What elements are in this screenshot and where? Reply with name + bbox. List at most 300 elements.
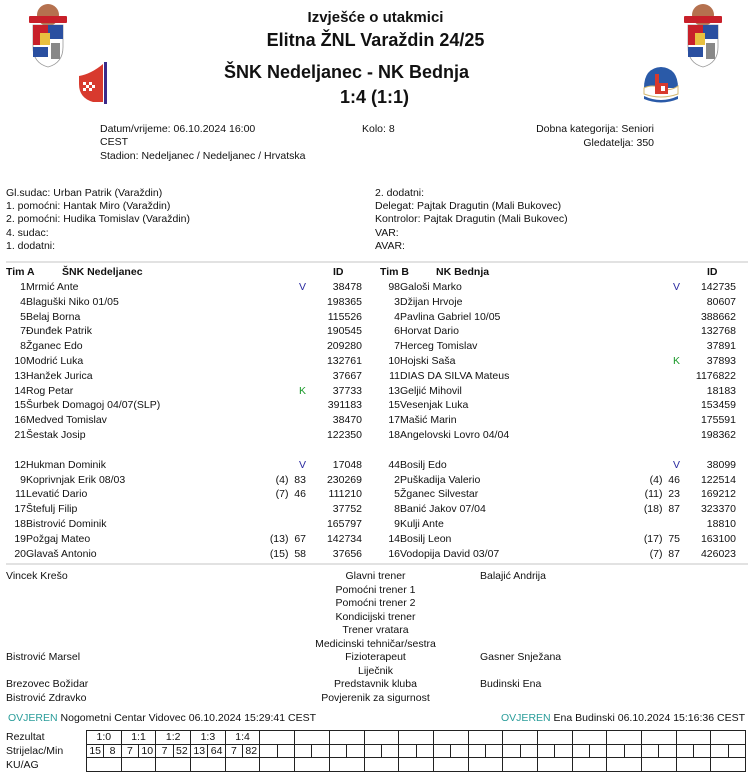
result-cell [329, 731, 364, 745]
player-id: 190545 [326, 325, 362, 338]
player-name: Medved Tomislav [26, 414, 107, 427]
match-datetime: Datum/vrijeme: 06.10.2024 16:00 [100, 123, 256, 135]
starter-row [6, 429, 376, 444]
shirt-number: 19 [14, 532, 26, 545]
shirt-number: 4 [20, 295, 26, 308]
scorer-number-cell [711, 744, 728, 758]
player-id: 132761 [326, 354, 362, 367]
ku-ag-cell [537, 758, 572, 772]
verification-text: Ena Budinski 06.10.2024 15:16:36 CEST [553, 712, 745, 724]
shirt-number: 6 [394, 325, 400, 338]
starter-row [6, 414, 376, 429]
player-name: Puškadija Valerio [400, 473, 481, 486]
goal-minute-cell [347, 744, 364, 758]
shirt-number: 9 [394, 517, 400, 530]
shirt-number: 5 [20, 310, 26, 323]
scorer-number-cell [607, 744, 624, 758]
player-name: Vodopija David 03/07 [400, 547, 500, 560]
official-line: 4. sudac: [6, 227, 49, 239]
goal-minute-cell: 82 [243, 744, 260, 758]
player-name: Šurbek Domagoj 04/07(SLP) [26, 399, 161, 412]
roster-spacer [6, 444, 376, 459]
scorer-number-cell [295, 744, 312, 758]
substitution-info: (13) 67 [269, 532, 306, 545]
away-verification [501, 712, 745, 724]
shirt-number: 2 [394, 473, 400, 486]
substitute-row [380, 533, 750, 548]
goal-minute-cell [451, 744, 468, 758]
scorer-number-cell [433, 744, 450, 758]
starter-row [6, 296, 376, 311]
starter-row [380, 429, 750, 444]
captain-marker: K [299, 384, 307, 397]
player-id: 38478 [332, 281, 362, 293]
player-id: 198362 [700, 428, 736, 441]
substitution-info: (15) 58 [269, 547, 306, 560]
shirt-number: 18 [14, 517, 26, 530]
official-line: 2. dodatni: [375, 187, 425, 199]
substitute-row [380, 488, 750, 503]
shirt-number: 14 [388, 532, 400, 545]
player-name: Bosilj Edo [400, 458, 447, 471]
ku-ag-cell [711, 758, 746, 772]
shirt-number: 7 [20, 325, 26, 338]
away-staff-name: Budinski Ena [480, 678, 542, 690]
goal-minute-cell [659, 744, 676, 758]
result-cell: 1:2 [156, 731, 191, 745]
staff-role: Liječnik [357, 665, 394, 677]
result-cell [711, 731, 746, 745]
substitute-row [6, 533, 376, 548]
player-id: 175591 [700, 414, 736, 427]
starter-row [380, 325, 750, 340]
result-cell [572, 731, 607, 745]
starter-row [380, 296, 750, 311]
player-name: Hukman Dominik [26, 458, 106, 471]
scorer-number-cell: 15 [87, 744, 104, 758]
player-name: Mrmić Ante [26, 281, 79, 293]
player-id: 37891 [706, 340, 736, 353]
shirt-number: 1 [20, 281, 26, 293]
player-id: 165797 [326, 517, 362, 530]
match-score: 1:4 (1:1) [340, 87, 410, 107]
goal-minute-cell [694, 744, 711, 758]
player-name: Belaj Borna [26, 310, 81, 323]
substitute-row [380, 518, 750, 533]
home-staff-name: Vincek Krešo [6, 570, 68, 582]
match-timezone: CEST [100, 136, 129, 148]
team-b-roster [380, 266, 750, 562]
goal-minute-cell: 52 [173, 744, 190, 758]
substitution-info: (7) 46 [275, 488, 306, 501]
substitute-row [380, 548, 750, 563]
competition-title: Elitna ŽNL Varaždin 24/25 [266, 30, 485, 50]
staff-role: Medicinski tehničar/sestra [315, 638, 436, 650]
result-cell: 1:0 [87, 731, 122, 745]
starter-row [380, 370, 750, 385]
shirt-number: 8 [394, 503, 400, 516]
player-id: 153459 [700, 399, 736, 412]
shirt-number: 16 [14, 414, 26, 427]
starter-row [6, 385, 376, 400]
player-id: 323370 [700, 503, 736, 516]
player-id: 122350 [326, 428, 362, 441]
player-id: 37752 [332, 503, 362, 516]
official-line: AVAR: [375, 240, 405, 252]
starter-row [380, 340, 750, 355]
official-line: Delegat: Pajtak Dragutin (Mali Bukovec) [375, 200, 562, 212]
player-name: Koprivnjak Erik 08/03 [26, 473, 126, 486]
player-name: Blaguški Niko 01/05 [26, 295, 119, 308]
scorer-number-cell [503, 744, 520, 758]
scorer-number-cell: 13 [191, 744, 208, 758]
ku-ag-cell [676, 758, 711, 772]
shirt-number: 5 [394, 488, 400, 501]
away-staff-name: Balajić Andrija [480, 570, 546, 582]
ku-ag-cell [572, 758, 607, 772]
spectators: Gledatelja: 350 [583, 137, 654, 149]
nk-bednja-crest [640, 64, 682, 104]
substitution-info: (18) 87 [643, 503, 680, 516]
substitution-info: (11) 23 [644, 488, 680, 501]
player-name: Požgaj Mateo [26, 532, 91, 545]
goal-minute-cell [277, 744, 294, 758]
team-label: Tim A [6, 266, 35, 278]
player-id: 17048 [332, 458, 362, 471]
shirt-number: 11 [389, 369, 400, 382]
player-id: 122514 [700, 473, 736, 486]
staff-role: Povjerenik za sigurnost [321, 692, 430, 704]
result-cell [503, 731, 538, 745]
starter-row [380, 281, 750, 296]
player-id: 38470 [332, 414, 362, 427]
result-cell: 1:3 [191, 731, 226, 745]
scorer-number-cell [329, 744, 346, 758]
player-id: 142735 [700, 281, 736, 293]
player-name: Herceg Tomislav [400, 340, 478, 353]
goal-minute-cell: 10 [139, 744, 156, 758]
player-id: 142734 [326, 532, 362, 545]
goal-minute-cell [728, 744, 745, 758]
player-id: 80607 [706, 295, 736, 308]
ku-ag-cell [433, 758, 468, 772]
official-line: VAR: [375, 227, 399, 239]
verified-status: OVJEREN [8, 712, 58, 724]
team-a-roster [6, 266, 376, 562]
shirt-number: 10 [14, 354, 26, 367]
report-title: Izvješće o utakmici [307, 9, 444, 26]
shirt-number: 8 [20, 340, 26, 353]
divider [6, 261, 748, 263]
scorer-number-cell [642, 744, 659, 758]
shirt-number: 13 [388, 384, 400, 397]
home-staff-name: Brezovec Božidar [6, 678, 89, 690]
goal-minute-cell [520, 744, 537, 758]
substitution-info: (7) 87 [649, 547, 680, 560]
staff-role: Pomoćni trener 1 [335, 584, 416, 596]
shirt-number: 15 [388, 399, 400, 412]
starter-row [6, 325, 376, 340]
ku-ag-cell [364, 758, 399, 772]
starter-row [380, 355, 750, 370]
snk-nedeljanec-crest [77, 62, 109, 104]
result-cell: 1:1 [121, 731, 156, 745]
starter-row [6, 340, 376, 355]
shirt-number: 20 [14, 547, 26, 560]
player-id: 37667 [332, 369, 362, 382]
goal-minute-cell [555, 744, 572, 758]
starter-row [380, 414, 750, 429]
shirt-number: 14 [14, 384, 26, 397]
starter-row [380, 311, 750, 326]
scorer-number-cell: 7 [225, 744, 242, 758]
substitute-row [6, 518, 376, 533]
roster-header [380, 266, 750, 281]
shirt-number: 11 [15, 488, 26, 501]
scorer-number-cell: 7 [156, 744, 173, 758]
result-cell [399, 731, 434, 745]
shirt-number: 18 [388, 428, 400, 441]
player-name: Rog Petar [26, 384, 74, 397]
roster-spacer [380, 444, 750, 459]
player-name: Hojski Saša [400, 354, 456, 367]
substitute-row [6, 548, 376, 563]
player-name: Banić Jakov 07/04 [400, 503, 486, 516]
goals-grid [86, 730, 746, 772]
player-id: 115526 [327, 310, 362, 323]
ku-ag-cell [399, 758, 434, 772]
player-id: 426023 [700, 547, 736, 560]
scorer-number-cell [676, 744, 693, 758]
id-header: ID [333, 266, 344, 278]
player-id: 198365 [326, 295, 362, 308]
player-id: 209280 [326, 340, 362, 353]
shirt-number: 15 [14, 399, 26, 412]
substitute-row [6, 474, 376, 489]
ku-ag-cell [642, 758, 677, 772]
goal-minute-cell [381, 744, 398, 758]
verification-text: Nogometni Centar Vidovec 06.10.2024 15:29:41 CEST [60, 712, 316, 724]
player-id: 1176822 [695, 369, 736, 382]
shirt-number: 17 [14, 503, 26, 516]
official-line: 2. pomoćni: Hudika Tomislav (Varaždin) [6, 213, 191, 225]
team-name: ŠNK Nedeljanec [62, 266, 143, 278]
match-title: ŠNK Nedeljanec - NK Bednja [224, 62, 470, 82]
ku-ag-cell [468, 758, 503, 772]
substitute-row [6, 503, 376, 518]
shirt-number: 16 [388, 547, 400, 560]
staff-role: Trener vratara [342, 624, 409, 636]
shirt-number: 13 [14, 369, 26, 382]
player-name: Pavlina Gabriel 10/05 [400, 310, 501, 323]
grid-row-result [87, 731, 746, 745]
ku-ag-cell [191, 758, 226, 772]
player-id: 18810 [706, 517, 736, 530]
shirt-number: 44 [388, 458, 400, 471]
result-cell [260, 731, 295, 745]
grid-label-ku-ag: KU/AG [6, 759, 39, 771]
shirt-number: 17 [388, 414, 400, 427]
player-id: 37656 [332, 547, 362, 560]
roster-header [6, 266, 376, 281]
home-staff-name: Bistrović Marsel [6, 651, 81, 663]
starter-row [6, 281, 376, 296]
staff-role: Kondicijski trener [335, 611, 416, 623]
starter-row [6, 399, 376, 414]
starter-row [6, 370, 376, 385]
substitute-row [380, 474, 750, 489]
player-id: 132768 [700, 325, 736, 338]
ku-ag-cell [329, 758, 364, 772]
staff-role: Pomoćni trener 2 [335, 597, 416, 609]
scorer-number-cell [260, 744, 277, 758]
player-name: Hanžek Jurica [26, 369, 93, 382]
goal-minute-cell [416, 744, 433, 758]
player-name: Žganec Edo [26, 340, 83, 353]
shirt-number: 4 [394, 310, 400, 323]
player-id: 111210 [328, 488, 362, 501]
goalkeeper-marker: V [299, 458, 307, 471]
result-cell [468, 731, 503, 745]
team-name: NK Bednja [436, 266, 490, 278]
starter-row [380, 385, 750, 400]
player-id: 37893 [706, 354, 736, 367]
player-name: Angelovski Lovro 04/04 [400, 428, 510, 441]
shirt-number: 3 [394, 295, 400, 308]
scorer-number-cell [572, 744, 589, 758]
grid-row-scorer [87, 744, 746, 758]
staff-role: Fizioterapeut [345, 651, 406, 663]
player-name: Đunđek Patrik [26, 325, 92, 338]
ku-ag-cell [121, 758, 156, 772]
home-staff-name: Bistrović Zdravko [6, 692, 87, 704]
goalkeeper-marker: V [299, 281, 307, 293]
official-line: 1. pomoćni: Hantak Miro (Varaždin) [6, 200, 171, 212]
official-line: 1. dodatni: [6, 240, 56, 252]
home-verification [8, 712, 316, 724]
ku-ag-cell [156, 758, 191, 772]
result-cell [295, 731, 330, 745]
player-name: Horvat Dario [400, 325, 459, 338]
divider [6, 563, 748, 565]
away-staff-name: Gasner Snježana [480, 651, 562, 663]
ku-ag-cell [225, 758, 260, 772]
player-name: Kulji Ante [400, 517, 444, 530]
goal-minute-cell: 8 [104, 744, 121, 758]
player-id: 18183 [706, 384, 736, 397]
scorer-number-cell [364, 744, 381, 758]
ku-ag-cell [607, 758, 642, 772]
substitute-row [380, 459, 750, 474]
shirt-number: 12 [14, 458, 26, 471]
starter-row [380, 399, 750, 414]
starter-row [6, 311, 376, 326]
age-category: Dobna kategorija: Seniori [536, 123, 654, 135]
scorer-number-cell: 7 [121, 744, 138, 758]
player-name: Galoši Marko [400, 281, 462, 293]
id-header: ID [707, 266, 718, 278]
grid-label-result: Rezultat [6, 731, 45, 743]
match-round: Kolo: 8 [362, 123, 395, 135]
scorer-number-cell [537, 744, 554, 758]
grid-row-ku-ag [87, 758, 746, 772]
substitute-row [6, 459, 376, 474]
substitute-row [6, 488, 376, 503]
goal-minute-cell [485, 744, 502, 758]
scorer-number-cell [399, 744, 416, 758]
staff-role: Predstavnik kluba [334, 678, 417, 690]
substitute-row [380, 503, 750, 518]
captain-marker: K [673, 354, 681, 367]
player-id: 169212 [700, 488, 736, 501]
player-id: 388662 [700, 310, 736, 323]
shirt-number: 9 [20, 473, 26, 486]
starter-row [6, 355, 376, 370]
ku-ag-cell [260, 758, 295, 772]
verified-status: OVJEREN [501, 712, 551, 724]
shirt-number: 21 [14, 428, 26, 441]
player-id: 391183 [327, 399, 362, 412]
ku-ag-cell [87, 758, 122, 772]
goal-minute-cell [624, 744, 641, 758]
substitution-info: (4) 46 [649, 473, 680, 486]
team-label: Tim B [380, 266, 409, 278]
goal-minute-cell [312, 744, 329, 758]
result-cell [433, 731, 468, 745]
player-name: Žganec Silvestar [400, 488, 479, 501]
official-line: Kontrolor: Pajtak Dragutin (Mali Bukovec) [375, 213, 568, 225]
scorer-number-cell [468, 744, 485, 758]
player-name: Glavaš Antonio [26, 547, 97, 560]
substitution-info: (17) 75 [643, 532, 680, 545]
goalkeeper-marker: V [673, 281, 681, 293]
grid-label-scorer: Strijelac/Min [6, 745, 64, 757]
player-name: Bosilj Leon [400, 532, 452, 545]
goal-minute-cell [589, 744, 606, 758]
player-name: Bistrović Dominik [26, 517, 107, 530]
result-cell [607, 731, 642, 745]
result-cell [537, 731, 572, 745]
player-name: Levatić Dario [26, 488, 88, 501]
player-id: 38099 [706, 458, 736, 471]
substitution-info: (4) 83 [275, 473, 306, 486]
player-name: Modrić Luka [26, 354, 84, 367]
goal-minute-cell: 64 [208, 744, 225, 758]
player-name: Šestak Josip [26, 428, 86, 441]
result-cell [676, 731, 711, 745]
official-line: Gl.sudac: Urban Patrik (Varaždin) [6, 187, 163, 199]
player-name: Geljić Mihovil [400, 384, 462, 397]
player-name: Mašić Marin [400, 414, 457, 427]
goalkeeper-marker: V [673, 458, 681, 471]
player-name: Vesenjak Luka [400, 399, 469, 412]
player-id: 230269 [326, 473, 362, 486]
match-stadium: Stadion: Nedeljanec / Nedeljanec / Hrvatska [100, 150, 306, 162]
shirt-number: 98 [388, 281, 400, 293]
ku-ag-cell [295, 758, 330, 772]
player-id: 163100 [700, 532, 736, 545]
ku-ag-cell [503, 758, 538, 772]
player-id: 37733 [332, 384, 362, 397]
result-cell: 1:4 [225, 731, 260, 745]
player-name: DIAS DA SILVA Mateus [400, 369, 510, 382]
result-cell [364, 731, 399, 745]
shirt-number: 7 [394, 340, 400, 353]
result-cell [642, 731, 677, 745]
staff-role: Glavni trener [345, 570, 406, 582]
player-name: Štefulj Filip [26, 503, 78, 516]
shirt-number: 10 [388, 354, 400, 367]
